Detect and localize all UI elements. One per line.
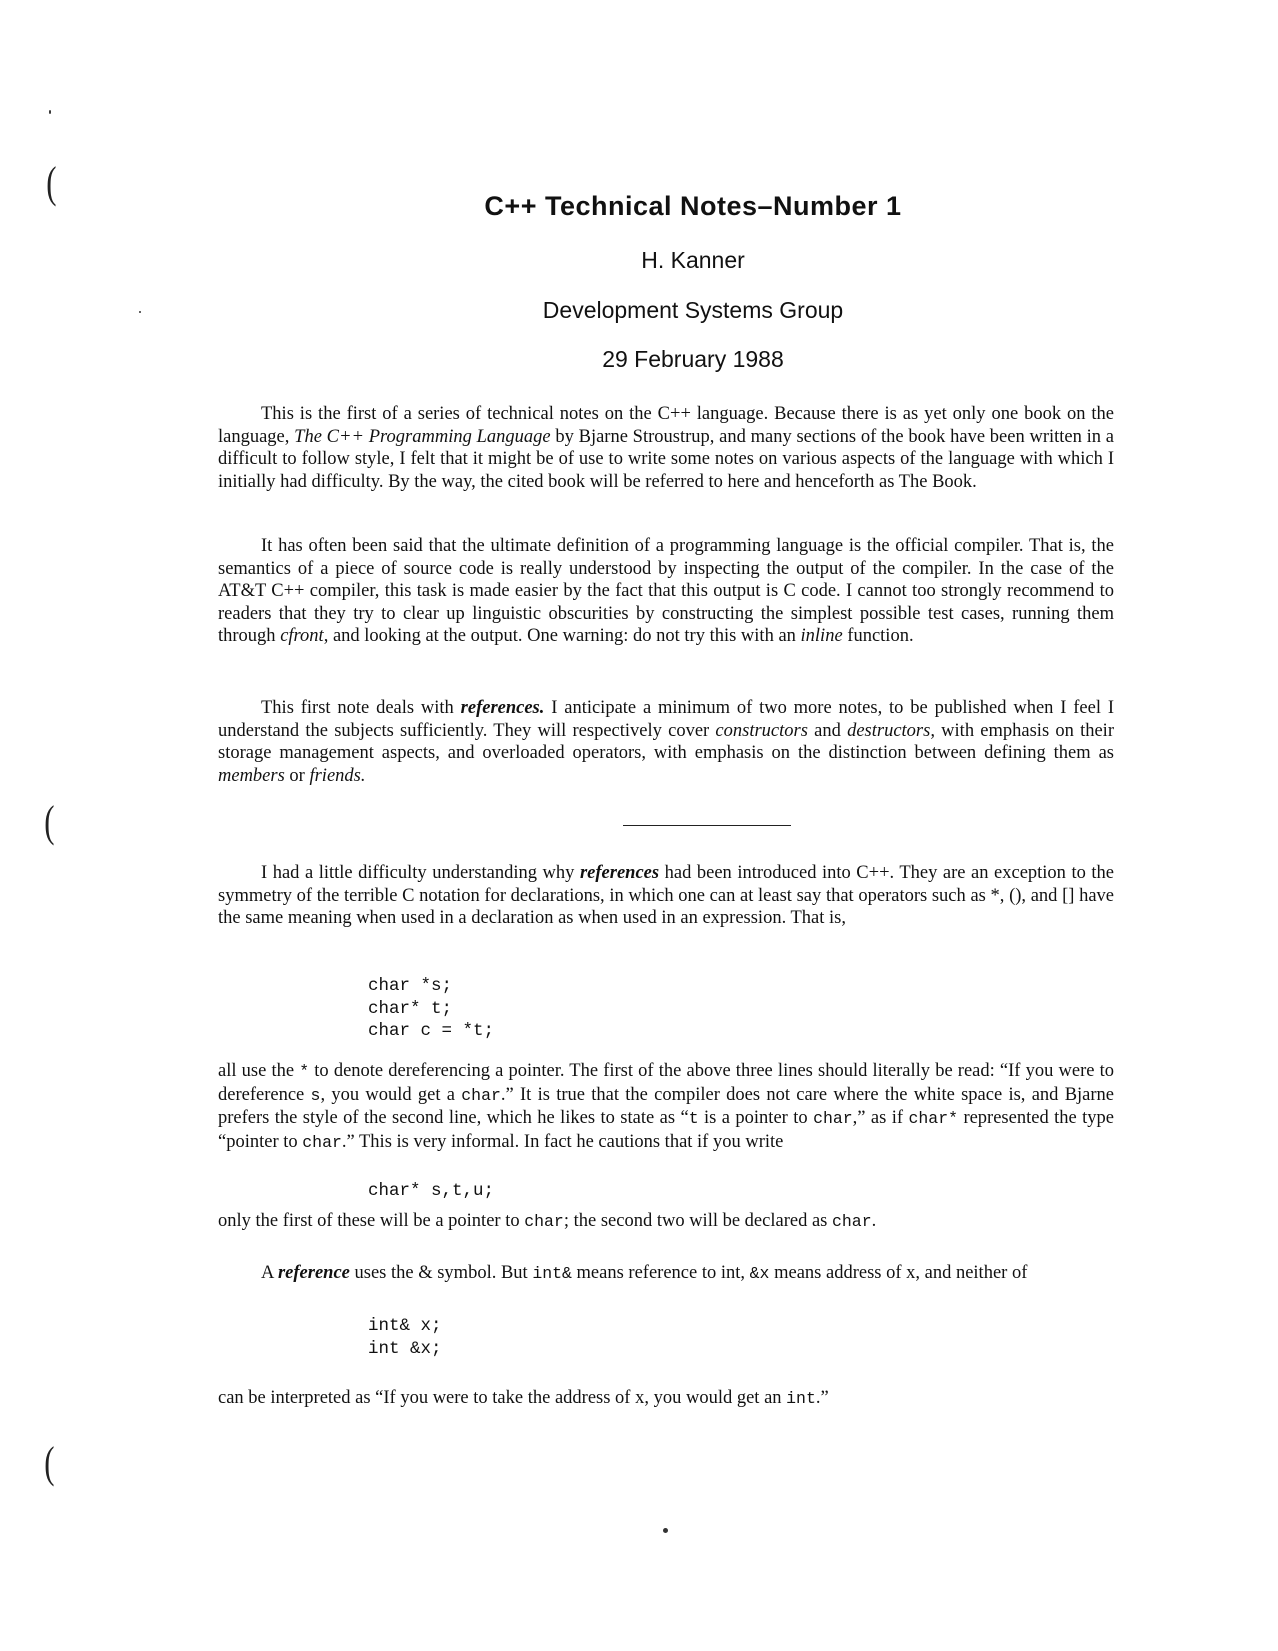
code-example-declaration: char* s,t,u; [368, 1181, 495, 1201]
code-example-reference: int& x; int &x; [368, 1316, 442, 1359]
code-example-pointers: char *s; char* t; char c = *t; [368, 976, 495, 1041]
binder-hole-mark: ( [44, 1438, 55, 1487]
scope-paragraph: This first note deals with references. I anticipate a minimum of two more notes, to be published when I feel I understand the subjects sufficiently. They will respectively cover constructors and destructors, with emphasis on their storage management aspects, and overloaded operators, with emphasis on the distinction between defining them as members or friends. [218, 698, 1114, 786]
compiler-paragraph: It has often been said that the ultimate definition of a programming language is the official compiler. That is, the semantics of a piece of source code is really understood by inspecting the output of the compiler. In the case of the AT&T C++ compiler, this task is made easier by the fact that this output is C code. I cannot too strongly recommend to readers that they try to clear up linguistic obscurities by constructing the simplest possible test cases, running them through cfront, and looking at the output. One warning: do not try this with an inline function. [218, 536, 1114, 646]
scan-speck [49, 110, 51, 114]
dereference-paragraph: all use the * to denote dereferencing a pointer. The first of the above three lines should literally be read: “If you were to dereference s, you would get a char.” It is true that the compiler does not care where the white space is, and Bjarne prefers the style of the second line, which he likes to state as “t is a pointer to char,” as if char* represented the type “pointer to char.” This is very informal. In fact he cautions that if you write [218, 1061, 1114, 1152]
declaration-note: only the first of these will be a pointer to char; the second two will be declared as char. [218, 1211, 877, 1231]
references-paragraph: I had a little difficulty understanding why references had been introduced into C++. They are an exception to the symmetry of the terrible C notation for declarations, in which one can at least say that operators such as *, (), and [] have the same meaning when used in a declaration as when used in an expression. That is, [218, 863, 1115, 928]
interpretation-note: can be interpreted as “If you were to take the address of x, you would get an int.” [218, 1388, 829, 1408]
scan-speck [663, 1528, 668, 1533]
section-divider [623, 825, 791, 826]
binder-hole-mark: ( [44, 797, 55, 846]
author: H. Kanner [641, 247, 745, 273]
document-title: C++ Technical Notes–Number 1 [484, 191, 902, 221]
ampersand-paragraph: A reference uses the & symbol. But int& means reference to int, &x means address of x, and neither of [261, 1263, 1028, 1283]
book-title: The C++ Programming Language [294, 426, 551, 447]
organization: Development Systems Group [542, 297, 844, 323]
intro-paragraph: This is the first of a series of technical notes on the C++ language. Because there is as yet only one book on the language, The C++ Programming Language by Bjarne Stroustrup, and many sections of the book have been written in a difficult to follow style, I felt that it might be of use to write some notes on various aspects of the language with which I initially had difficulty. By the way, the cited book will be referred to here and henceforth as The Book. [218, 404, 1114, 492]
document-date: 29 February 1988 [602, 346, 784, 372]
binder-hole-mark: ( [46, 158, 57, 207]
